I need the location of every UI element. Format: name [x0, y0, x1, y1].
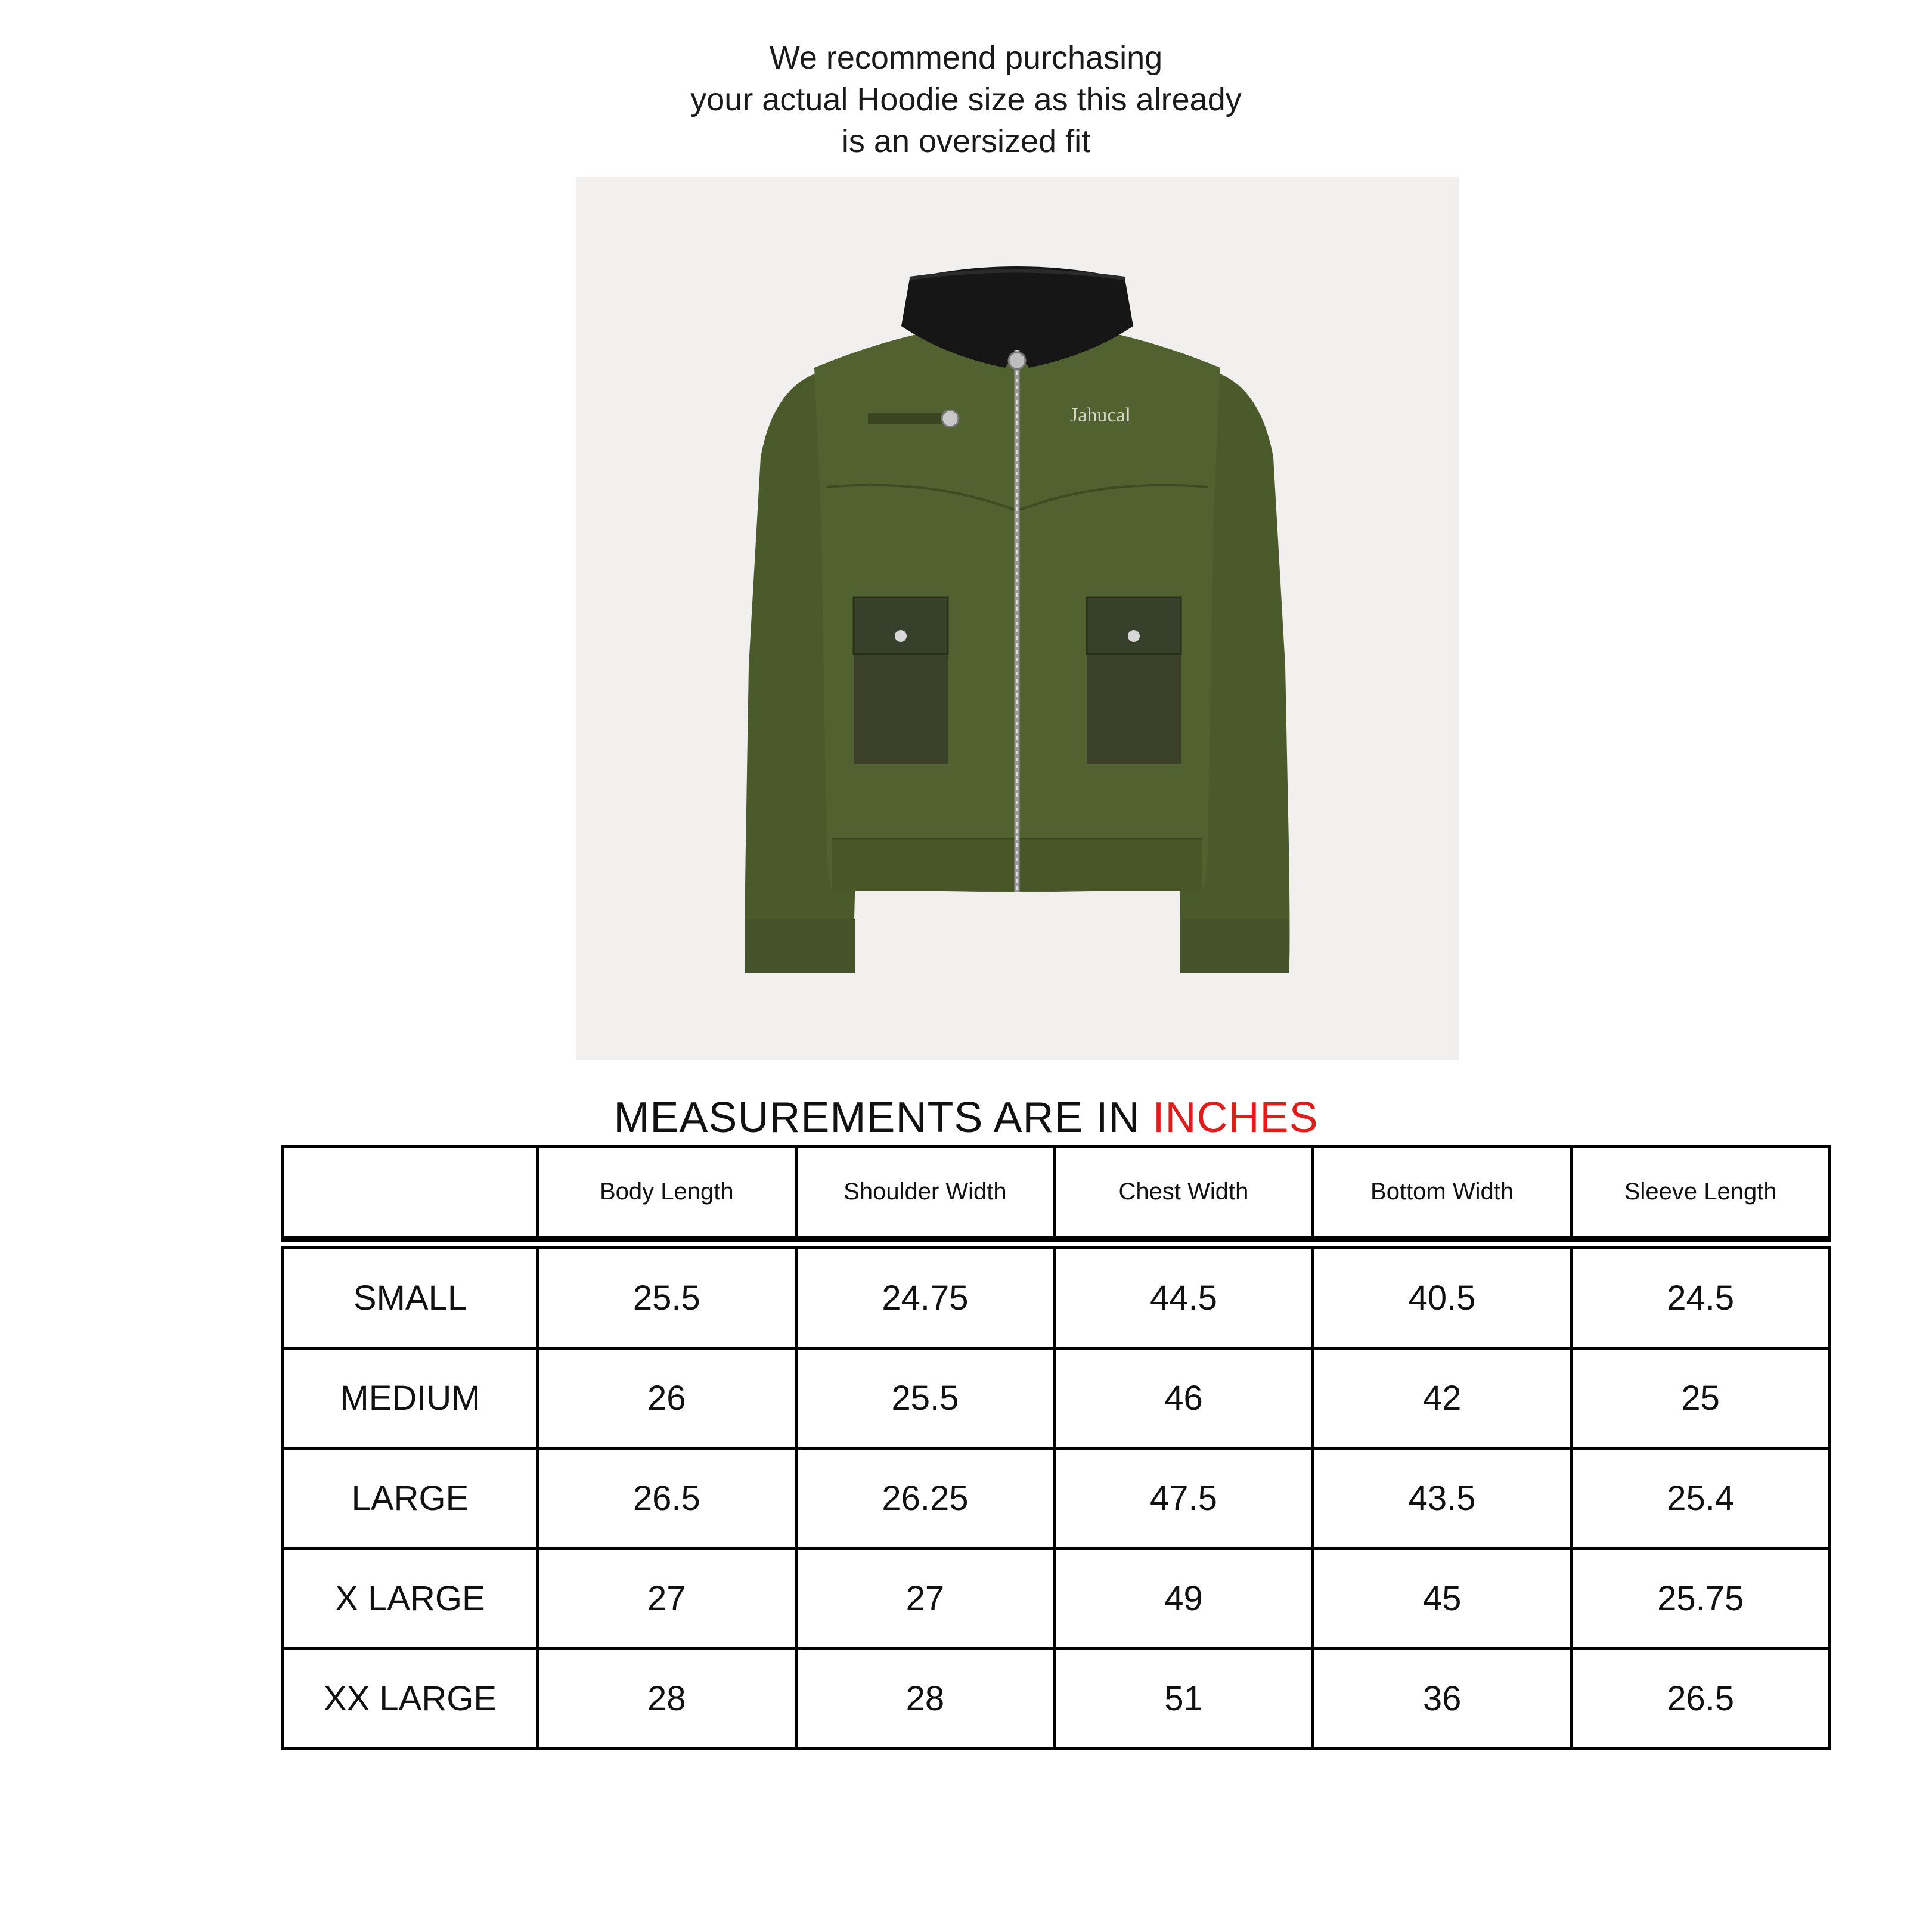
- table-cell: 26.5: [539, 1450, 798, 1550]
- table-cell: 44.5: [1056, 1246, 1314, 1350]
- table-cell: 25.75: [1573, 1550, 1831, 1650]
- table-cell: 26.5: [1573, 1650, 1831, 1750]
- recommendation-line-2: your actual Hoodie size as this already: [690, 82, 1242, 117]
- table-cell: 51: [1056, 1650, 1314, 1750]
- header-gap: [281, 1239, 1831, 1246]
- size-label: MEDIUM: [281, 1350, 539, 1450]
- table-cell: 24.75: [798, 1246, 1056, 1350]
- size-label: XX LARGE: [281, 1650, 539, 1750]
- units-heading: [0, 1091, 1932, 1145]
- size-label: SMALL: [281, 1246, 539, 1350]
- size-label: X LARGE: [281, 1550, 539, 1650]
- table-cell: 25.5: [539, 1246, 798, 1350]
- left-pocket-flap: [854, 597, 948, 654]
- header-shoulder-width: Shoulder Width: [798, 1145, 1056, 1239]
- header-body-length: Body Length: [539, 1145, 798, 1239]
- table-header-row: [281, 1145, 1831, 1239]
- chest-zip-pocket: [868, 413, 945, 424]
- size-label: LARGE: [281, 1450, 539, 1550]
- recommendation-line-1: We recommend purchasing: [769, 40, 1163, 76]
- table-cell: 24.5: [1573, 1246, 1831, 1350]
- table-row: [281, 1450, 1831, 1550]
- right-pocket-flap: [1087, 597, 1181, 654]
- header-sleeve-length: Sleeve Length: [1573, 1145, 1831, 1239]
- table-cell: 45: [1314, 1550, 1573, 1650]
- table-cell: 47.5: [1056, 1450, 1314, 1550]
- table-cell: 27: [539, 1550, 798, 1650]
- table-cell: 25.5: [798, 1350, 1056, 1450]
- right-pocket-snap: [1128, 630, 1140, 642]
- logo-embroidery: Jahucal: [1070, 404, 1131, 426]
- header-corner-cell: [281, 1145, 539, 1239]
- table-cell: 25.4: [1573, 1450, 1831, 1550]
- table-cell: 40.5: [1314, 1246, 1573, 1350]
- units-heading-accent: INCHES: [1152, 1094, 1319, 1142]
- table-cell: 27: [798, 1550, 1056, 1650]
- recommendation-line-3: is an oversized fit: [841, 123, 1091, 159]
- table-cell: 26: [539, 1350, 798, 1450]
- units-heading-prefix: MEASUREMENTS ARE IN: [613, 1094, 1153, 1142]
- table-cell: 49: [1056, 1550, 1314, 1650]
- table-cell: 43.5: [1314, 1450, 1573, 1550]
- zipper-pull: [1009, 352, 1025, 369]
- table-row: [281, 1550, 1831, 1650]
- jacket-illustration: [576, 177, 1459, 1060]
- right-cuff: [1180, 919, 1289, 973]
- table-cell: 28: [798, 1650, 1056, 1750]
- header-chest-width: Chest Width: [1056, 1145, 1314, 1239]
- table-cell: 36: [1314, 1650, 1573, 1750]
- table-row: [281, 1246, 1831, 1350]
- size-chart-table: [281, 1145, 1831, 1750]
- header-bottom-width: Bottom Width: [1314, 1145, 1573, 1239]
- product-photo: [576, 177, 1459, 1060]
- table-row: [281, 1350, 1831, 1450]
- table-cell: 42: [1314, 1350, 1573, 1450]
- table-cell: 46: [1056, 1350, 1314, 1450]
- left-cuff: [745, 919, 855, 973]
- left-pocket-snap: [895, 630, 907, 642]
- table-cell: 26.25: [798, 1450, 1056, 1550]
- table-row: [281, 1650, 1831, 1750]
- table-cell: 25: [1573, 1350, 1831, 1450]
- chest-zip-pull: [942, 410, 959, 427]
- table-cell: 28: [539, 1650, 798, 1750]
- fit-recommendation: [0, 37, 1932, 162]
